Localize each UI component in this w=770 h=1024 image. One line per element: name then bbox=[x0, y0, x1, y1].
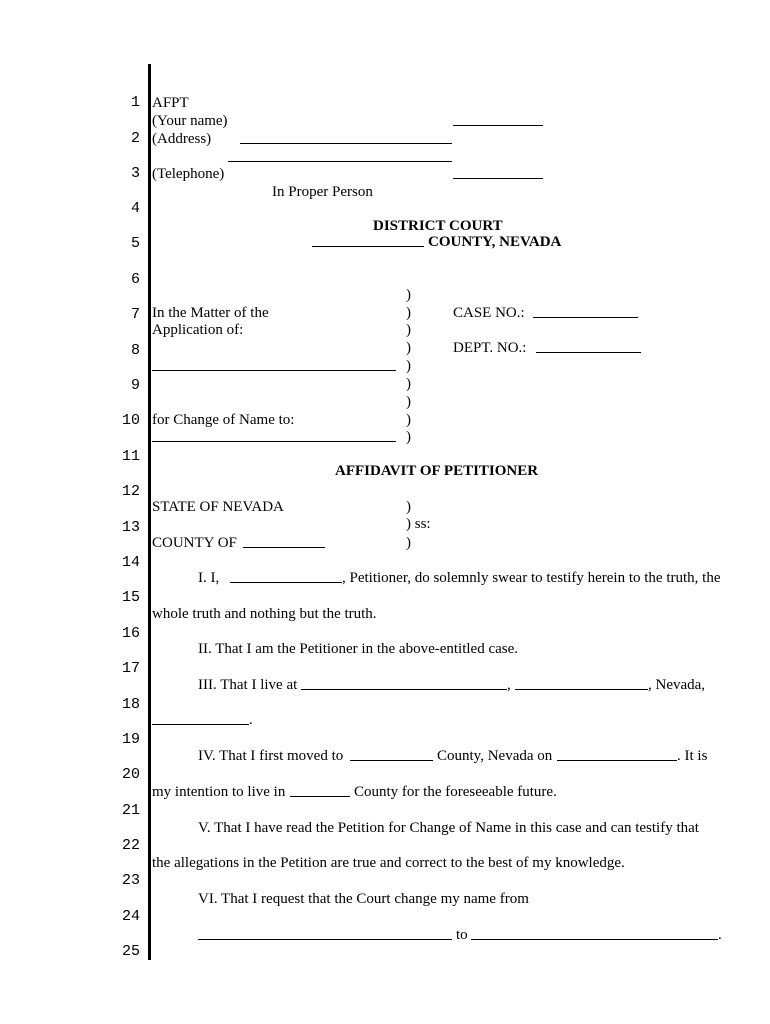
line-number: 10 bbox=[121, 412, 140, 429]
document-title: AFFIDAVIT OF PETITIONER bbox=[335, 463, 539, 479]
line-number: 20 bbox=[121, 766, 140, 783]
line-number: 15 bbox=[121, 589, 140, 606]
venue-ss: ) ss: bbox=[406, 516, 431, 532]
line-number: 24 bbox=[121, 908, 140, 925]
line-number: 1 bbox=[130, 94, 140, 111]
your-name-label: (Your name) bbox=[152, 113, 228, 129]
para-6: VI. That I request that the Court change my name from bbox=[198, 891, 529, 907]
caption-paren: ) bbox=[406, 429, 411, 445]
petitioner-name-blank[interactable] bbox=[230, 570, 342, 583]
in-proper-person: In Proper Person bbox=[272, 184, 373, 200]
line-number: 17 bbox=[121, 660, 140, 677]
line-number: 12 bbox=[121, 483, 140, 500]
intended-county-blank[interactable] bbox=[290, 784, 350, 797]
caption-paren: ) bbox=[406, 412, 411, 428]
telephone-label: (Telephone) bbox=[152, 166, 225, 182]
line-number: 21 bbox=[121, 802, 140, 819]
caption-paren: ) bbox=[406, 340, 411, 356]
line-number: 18 bbox=[121, 696, 140, 713]
line-number: 6 bbox=[130, 271, 140, 288]
line-number: 11 bbox=[121, 448, 140, 465]
line-number: 22 bbox=[121, 837, 140, 854]
caption-paren: ) bbox=[406, 287, 411, 303]
line-number: 25 bbox=[121, 943, 140, 960]
current-name-blank[interactable] bbox=[198, 927, 452, 940]
matter-line-1: In the Matter of the bbox=[152, 305, 269, 321]
line-number: 7 bbox=[130, 306, 140, 323]
caption-paren: ) bbox=[406, 305, 411, 321]
para-4-end: . It is bbox=[677, 748, 708, 764]
caption-paren: ) bbox=[406, 358, 411, 374]
line-number: 8 bbox=[130, 342, 140, 359]
para-4-cont-start: my intention to live in bbox=[152, 784, 286, 800]
city-blank[interactable] bbox=[515, 677, 648, 690]
caption-paren: ) bbox=[406, 322, 411, 338]
line-number: 14 bbox=[121, 554, 140, 571]
caption-paren: ) bbox=[406, 394, 411, 410]
venue-paren: ) bbox=[406, 535, 411, 551]
line-number: 23 bbox=[121, 872, 140, 889]
address-label: (Address) bbox=[152, 131, 212, 147]
para-1-cont: whole truth and nothing but the truth. bbox=[152, 606, 377, 622]
county-of-label: COUNTY OF bbox=[152, 535, 237, 551]
para-3-period: . bbox=[249, 712, 253, 728]
line-number: 9 bbox=[130, 377, 140, 394]
para-6-to: to bbox=[456, 927, 468, 943]
para-5-cont: the allegations in the Petition are true and correct to the best of my knowledge. bbox=[152, 855, 625, 871]
line-number: 13 bbox=[121, 519, 140, 536]
caption-paren: ) bbox=[406, 376, 411, 392]
street-address-blank[interactable] bbox=[301, 677, 507, 690]
form-code: AFPT bbox=[152, 95, 189, 111]
para-3-start: III. That I live at bbox=[198, 677, 298, 693]
state-of-nevada: STATE OF NEVADA bbox=[152, 499, 284, 515]
telephone-blank[interactable] bbox=[453, 166, 543, 179]
zip-blank[interactable] bbox=[152, 712, 249, 725]
line-number: 16 bbox=[121, 625, 140, 642]
para-4-mid: County, Nevada on bbox=[437, 748, 553, 764]
para-2: II. That I am the Petitioner in the above-entitled case. bbox=[198, 641, 519, 657]
para-5: V. That I have read the Petition for Change of Name in this case and can testify that bbox=[198, 820, 699, 836]
line-number: 3 bbox=[130, 165, 140, 182]
line-number: 4 bbox=[130, 200, 140, 217]
line-number: 5 bbox=[130, 235, 140, 252]
line-number: 19 bbox=[121, 731, 140, 748]
para-4-cont-end: County for the foreseeable future. bbox=[354, 784, 557, 800]
dept-no-label: DEPT. NO.: bbox=[453, 340, 527, 356]
moved-county-blank[interactable] bbox=[350, 748, 433, 761]
para-3-comma: , bbox=[507, 677, 511, 693]
your-name-blank[interactable] bbox=[453, 113, 543, 126]
moved-date-blank[interactable] bbox=[557, 748, 677, 761]
para-1-num: I. I, bbox=[198, 570, 220, 586]
county-of-blank[interactable] bbox=[243, 535, 325, 548]
requested-name-blank[interactable] bbox=[471, 927, 718, 940]
case-no-label: CASE NO.: bbox=[453, 305, 525, 321]
address-blank[interactable] bbox=[240, 131, 452, 144]
address-blank-2[interactable] bbox=[228, 149, 452, 162]
change-of-name-label: for Change of Name to: bbox=[152, 412, 295, 428]
para-6-period: . bbox=[718, 927, 722, 943]
case-no-blank[interactable] bbox=[533, 305, 638, 318]
dept-no-blank[interactable] bbox=[536, 340, 641, 353]
para-3-end: , Nevada, bbox=[648, 677, 706, 693]
line-number: 2 bbox=[130, 130, 140, 147]
county-blank[interactable] bbox=[312, 234, 424, 247]
new-name-blank[interactable] bbox=[152, 429, 396, 442]
para-4-start: IV. That I first moved to bbox=[198, 748, 344, 764]
court-title: DISTRICT COURT bbox=[373, 218, 503, 234]
left-margin-rule bbox=[148, 64, 151, 960]
para-1-text: , Petitioner, do solemnly swear to testify herein to the truth, the bbox=[342, 570, 721, 586]
county-nevada: COUNTY, NEVADA bbox=[428, 234, 562, 250]
applicant-name-blank[interactable] bbox=[152, 358, 396, 371]
venue-paren: ) bbox=[406, 499, 411, 515]
matter-line-2: Application of: bbox=[152, 322, 244, 338]
